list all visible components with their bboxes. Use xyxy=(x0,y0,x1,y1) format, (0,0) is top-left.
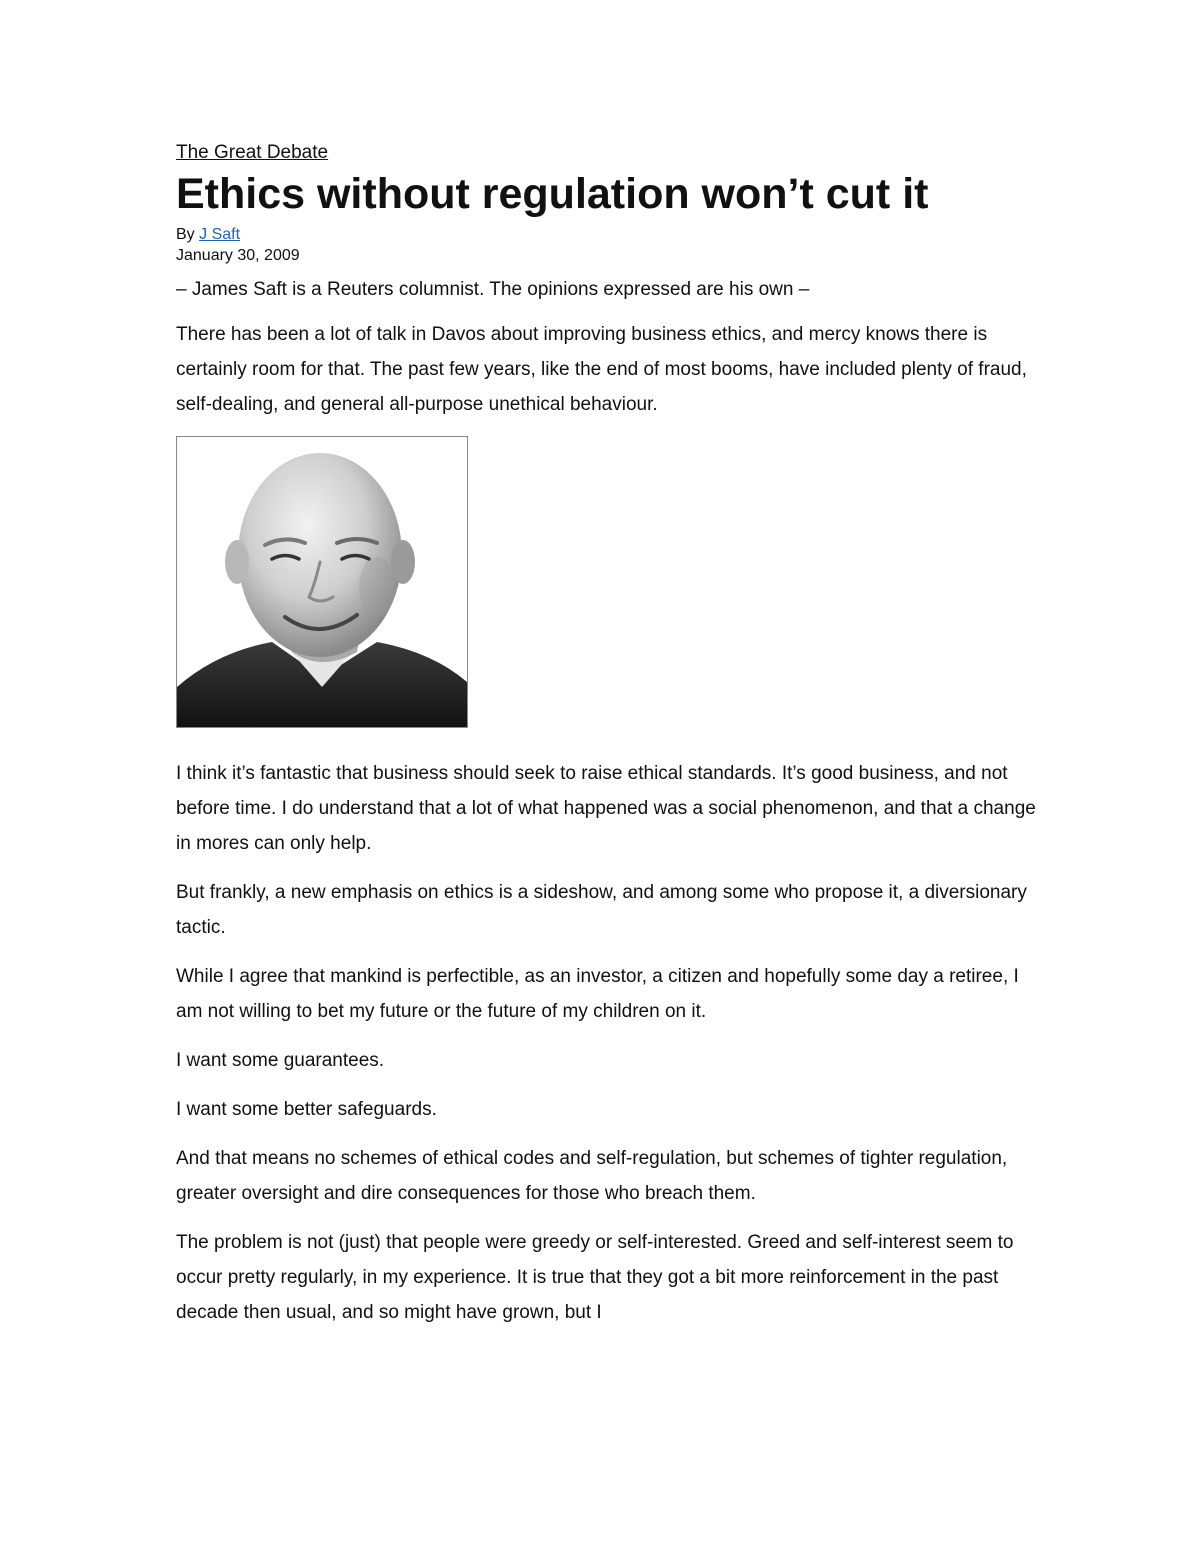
paragraph: The problem is not (just) that people were greedy or self-interested. Greed and self-interest seem to occur pretty regularly, in my experience. It is true that they got a bit more reinforcement in the past decade then usual, and so might have grown, but I xyxy=(176,1232,1014,1323)
article-headline: Ethics without regulation won’t cut it xyxy=(176,170,929,218)
paragraph: While I agree that mankind is perfectible, as an investor, a citizen and hopefully some day a retiree, I am not willing to bet my future or the future of my children on it. xyxy=(176,966,1019,1022)
portrait-illustration xyxy=(177,437,467,727)
section-link[interactable]: The Great Debate xyxy=(176,142,329,163)
paragraph: And that means no schemes of ethical codes and self-regulation, but schemes of tighter regulation, greater oversight and dire consequences for those who breach them. xyxy=(176,1148,1008,1204)
article xyxy=(176,140,1036,1344)
publish-date: January 30, 2009 xyxy=(176,247,300,264)
intro-paragraph: There has been a lot of talk in Davos about improving business ethics, and mercy knows there is certainly room for that. The past few years, like the end of most booms, have included plenty of fraud, self-dealing, and general all-purpose unethical behaviour. xyxy=(176,324,1027,415)
paragraph: I think it’s fantastic that business should seek to raise ethical standards. It’s good business, and not before time. I do understand that a lot of what happened was a social phenomenon, and that a change in mores can only help. xyxy=(176,763,1036,854)
author-link[interactable]: J Saft xyxy=(199,226,241,243)
paragraph: I want some guarantees. xyxy=(176,1050,385,1071)
paragraph: But frankly, a new emphasis on ethics is a sideshow, and among some who propose it, a diversionary tactic. xyxy=(176,882,1027,938)
paragraph: I want some better safeguards. xyxy=(176,1099,437,1120)
disclaimer: – James Saft is a Reuters columnist. The opinions expressed are his own – xyxy=(176,279,810,300)
byline-prefix: By xyxy=(176,226,200,243)
author-photo xyxy=(176,436,468,728)
byline xyxy=(176,224,1036,245)
